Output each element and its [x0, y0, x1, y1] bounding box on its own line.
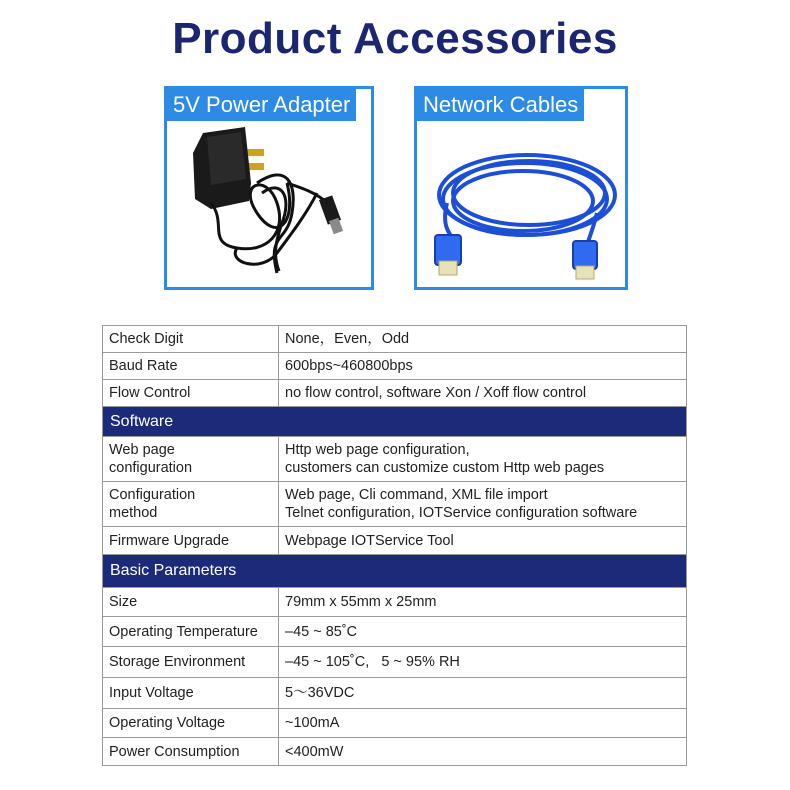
spec-value-line: Web page, Cli command, XML file import	[285, 487, 548, 503]
power-adapter-card	[164, 86, 374, 290]
spec-key: Operating Temperature	[103, 617, 279, 646]
spec-key-line: Web page	[109, 442, 175, 458]
table-row	[103, 738, 686, 765]
spec-value: ~100mA	[285, 715, 340, 731]
table-row	[103, 326, 686, 353]
spec-key: Operating Voltage	[103, 709, 279, 737]
spec-key: Flow Control	[103, 380, 279, 406]
spec-value: None，Even，Odd	[285, 331, 410, 347]
spec-value: –45 ~ 85˚C	[285, 623, 358, 640]
table-row	[103, 437, 686, 482]
power-adapter-label: 5V Power Adapter	[167, 89, 356, 121]
page-title: Product Accessories	[172, 14, 618, 63]
table-row	[103, 353, 686, 380]
spec-value-line: Telnet configuration, IOTService configuration software	[285, 505, 638, 521]
table-row	[103, 709, 686, 738]
network-cables-card	[414, 86, 628, 290]
table-row	[103, 380, 686, 407]
table-row	[103, 617, 686, 647]
spec-value: Webpage IOTService Tool	[285, 532, 454, 549]
spec-table	[102, 325, 687, 766]
spec-key: Input Voltage	[103, 678, 279, 708]
spec-value: 600bps~460800bps	[285, 358, 413, 374]
network-cable-image	[417, 123, 625, 287]
spec-value-line: customers can customize custom Http web pages	[285, 460, 605, 476]
spec-value: –45 ~ 105˚C, 5 ~ 95% RH	[285, 654, 460, 670]
spec-key: Power Consumption	[103, 738, 279, 765]
spec-key: Size	[103, 588, 279, 616]
table-row	[103, 482, 686, 527]
network-cables-label: Network Cables	[417, 89, 584, 121]
section-header-software: Software	[103, 407, 686, 437]
spec-key-line: method	[109, 505, 158, 521]
spec-value	[279, 437, 686, 481]
spec-key-line: configuration	[109, 460, 193, 476]
spec-key: Firmware Upgrade	[103, 527, 279, 554]
table-row	[103, 588, 686, 617]
spec-value: 5～36VDC	[285, 685, 355, 701]
spec-value-line: Http web page configuration,	[285, 442, 470, 458]
table-row	[103, 678, 686, 709]
spec-value: no flow control, software Xon / Xoff flow control	[285, 385, 587, 401]
spec-key: Storage Environment	[103, 647, 279, 677]
spec-key: Baud Rate	[103, 353, 279, 379]
section-header-basic: Basic Parameters	[103, 555, 686, 588]
spec-key: Check Digit	[103, 326, 279, 352]
spec-value: <400mW	[285, 743, 344, 760]
spec-key	[103, 482, 279, 526]
table-row	[103, 647, 686, 678]
spec-key-line: Configuration	[109, 487, 196, 503]
power-adapter-image	[167, 123, 371, 287]
table-row	[103, 527, 686, 555]
spec-key	[103, 437, 279, 481]
spec-value	[279, 482, 686, 526]
spec-value: 79mm x 55mm x 25mm	[285, 594, 437, 610]
